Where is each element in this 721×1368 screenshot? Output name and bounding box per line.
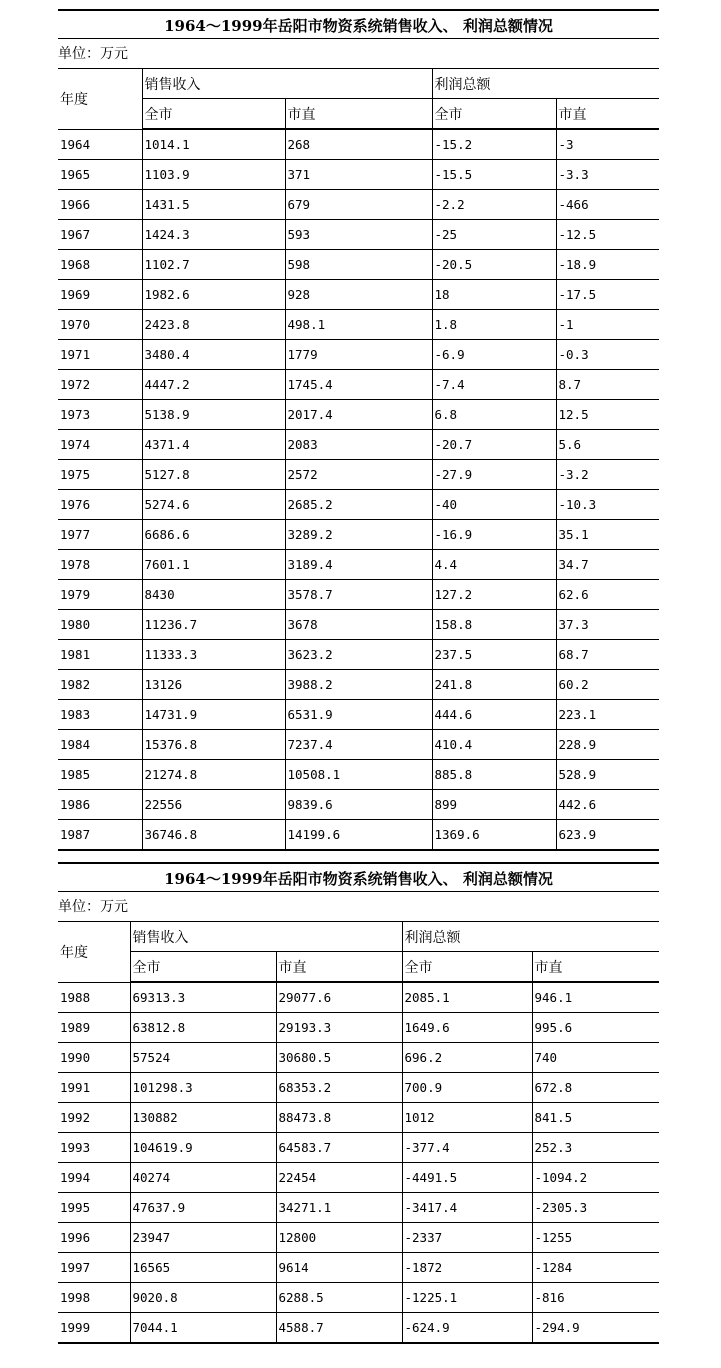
- year-cell: 1985: [58, 760, 142, 790]
- year-cell: 1966: [58, 190, 142, 220]
- profit-city-all-cell: 18: [432, 280, 556, 310]
- year-cell: 1971: [58, 340, 142, 370]
- profit-city-all-cell: -1872: [402, 1253, 532, 1283]
- year-cell: 1980: [58, 610, 142, 640]
- sales-header: 销售收入: [142, 69, 432, 99]
- profit-city-all-cell: -20.7: [432, 430, 556, 460]
- profit-city-all-cell: 1.8: [432, 310, 556, 340]
- sales-city-direct-cell: 593: [285, 220, 432, 250]
- sales-city-direct-cell: 2017.4: [285, 400, 432, 430]
- table-row: [58, 280, 659, 310]
- sales-city-direct-cell: 2572: [285, 460, 432, 490]
- year-cell: 1989: [58, 1013, 130, 1043]
- profit-city-direct-cell: -12.5: [556, 220, 659, 250]
- sales-city-all-cell: 13126: [142, 670, 285, 700]
- year-cell: 1991: [58, 1073, 130, 1103]
- profit-city-direct-cell: 5.6: [556, 430, 659, 460]
- table-body: [58, 129, 659, 850]
- table-row: [58, 340, 659, 370]
- table-row: [58, 820, 659, 851]
- sales-city-direct-cell: 3289.2: [285, 520, 432, 550]
- sales-city-direct-cell: 29077.6: [276, 982, 402, 1013]
- profit-city-all-cell: 696.2: [402, 1043, 532, 1073]
- sales-city-direct-cell: 679: [285, 190, 432, 220]
- table-row: [58, 790, 659, 820]
- year-cell: 1986: [58, 790, 142, 820]
- sales-city-all-cell: 9020.8: [130, 1283, 276, 1313]
- profit-city-direct-cell: 841.5: [532, 1103, 659, 1133]
- profit-city-direct-cell: 740: [532, 1043, 659, 1073]
- sales-city-direct-cell: 2685.2: [285, 490, 432, 520]
- table-row: [58, 610, 659, 640]
- profit-city-direct-cell: 60.2: [556, 670, 659, 700]
- table-row: [58, 670, 659, 700]
- sales-city-direct-cell: 68353.2: [276, 1073, 402, 1103]
- profit-city-direct-cell: 35.1: [556, 520, 659, 550]
- sales-city-direct-cell: 3988.2: [285, 670, 432, 700]
- profit-city-direct-cell: -0.3: [556, 340, 659, 370]
- sales-city-all-cell: 15376.8: [142, 730, 285, 760]
- table-row: [58, 982, 659, 1013]
- sales-city-all-cell: 23947: [130, 1223, 276, 1253]
- year-header: 年度: [58, 69, 142, 129]
- sales-city-all-header: 全市: [142, 99, 285, 130]
- profit-city-direct-cell: -18.9: [556, 250, 659, 280]
- profit-city-all-cell: 1649.6: [402, 1013, 532, 1043]
- year-cell: 1997: [58, 1253, 130, 1283]
- sales-city-all-cell: 21274.8: [142, 760, 285, 790]
- table-row: [58, 400, 659, 430]
- sales-city-direct-cell: 9614: [276, 1253, 402, 1283]
- sales-city-all-cell: 2423.8: [142, 310, 285, 340]
- sales-city-direct-cell: 3189.4: [285, 550, 432, 580]
- profit-city-all-cell: -6.9: [432, 340, 556, 370]
- profit-city-all-cell: 444.6: [432, 700, 556, 730]
- year-cell: 1968: [58, 250, 142, 280]
- profit-city-direct-cell: 12.5: [556, 400, 659, 430]
- profit-city-direct-cell: 995.6: [532, 1013, 659, 1043]
- profit-city-all-cell: 1369.6: [432, 820, 556, 851]
- profit-city-all-cell: -16.9: [432, 520, 556, 550]
- sales-city-all-cell: 1424.3: [142, 220, 285, 250]
- profit-city-all-cell: -3417.4: [402, 1193, 532, 1223]
- sales-city-all-cell: 1014.1: [142, 129, 285, 160]
- table-row: [58, 190, 659, 220]
- profit-city-all-cell: 2085.1: [402, 982, 532, 1013]
- table-row: [58, 1283, 659, 1313]
- sales-city-direct-cell: 7237.4: [285, 730, 432, 760]
- profit-city-direct-cell: 528.9: [556, 760, 659, 790]
- profit-city-all-cell: -377.4: [402, 1133, 532, 1163]
- profit-city-all-cell: -624.9: [402, 1313, 532, 1344]
- sales-city-direct-cell: 12800: [276, 1223, 402, 1253]
- year-cell: 1998: [58, 1283, 130, 1313]
- table-body: [58, 982, 659, 1343]
- sales-city-all-cell: 7601.1: [142, 550, 285, 580]
- table-section-2: [58, 862, 659, 1344]
- year-cell: 1967: [58, 220, 142, 250]
- profit-city-all-cell: -7.4: [432, 370, 556, 400]
- sales-city-all-cell: 8430: [142, 580, 285, 610]
- year-cell: 1969: [58, 280, 142, 310]
- table-row: [58, 730, 659, 760]
- sales-city-direct-cell: 10508.1: [285, 760, 432, 790]
- table-row: [58, 220, 659, 250]
- sales-city-all-cell: 104619.9: [130, 1133, 276, 1163]
- sales-city-all-cell: 5138.9: [142, 400, 285, 430]
- sales-city-direct-cell: 371: [285, 160, 432, 190]
- table-row: [58, 700, 659, 730]
- profit-city-direct-cell: 37.3: [556, 610, 659, 640]
- profit-city-all-cell: 4.4: [432, 550, 556, 580]
- sales-city-all-cell: 4371.4: [142, 430, 285, 460]
- sales-city-direct-cell: 928: [285, 280, 432, 310]
- profit-city-all-cell: -1225.1: [402, 1283, 532, 1313]
- profit-city-all-cell: -27.9: [432, 460, 556, 490]
- profit-city-all-cell: -15.5: [432, 160, 556, 190]
- year-cell: 1983: [58, 700, 142, 730]
- profit-city-all-cell: 410.4: [432, 730, 556, 760]
- sales-city-direct-cell: 6288.5: [276, 1283, 402, 1313]
- sales-city-direct-cell: 9839.6: [285, 790, 432, 820]
- profit-city-direct-cell: -10.3: [556, 490, 659, 520]
- year-cell: 1988: [58, 982, 130, 1013]
- sales-city-direct-cell: 1779: [285, 340, 432, 370]
- year-cell: 1975: [58, 460, 142, 490]
- profit-header: 利润总额: [432, 69, 659, 99]
- profit-city-direct-cell: 252.3: [532, 1133, 659, 1163]
- profit-city-direct-cell: 223.1: [556, 700, 659, 730]
- profit-city-direct-cell: -3.3: [556, 160, 659, 190]
- profit-city-direct-cell: 442.6: [556, 790, 659, 820]
- sales-city-all-cell: 5274.6: [142, 490, 285, 520]
- sales-city-all-cell: 11333.3: [142, 640, 285, 670]
- profit-city-all-header: 全市: [432, 99, 556, 130]
- unit-label: 单位：万元: [58, 39, 659, 69]
- sales-city-direct-cell: 268: [285, 129, 432, 160]
- profit-city-direct-cell: -294.9: [532, 1313, 659, 1344]
- sales-city-all-cell: 14731.9: [142, 700, 285, 730]
- profit-city-direct-cell: -466: [556, 190, 659, 220]
- sales-city-all-cell: 1102.7: [142, 250, 285, 280]
- profit-city-direct-cell: -1: [556, 310, 659, 340]
- unit-label: 单位：万元: [58, 892, 659, 922]
- table-row: [58, 1133, 659, 1163]
- profit-city-all-cell: 158.8: [432, 610, 556, 640]
- profit-city-all-cell: 241.8: [432, 670, 556, 700]
- table-row: [58, 460, 659, 490]
- profit-city-all-cell: 6.8: [432, 400, 556, 430]
- year-cell: 1982: [58, 670, 142, 700]
- table-row: [58, 1103, 659, 1133]
- profit-city-direct-cell: 228.9: [556, 730, 659, 760]
- sales-city-all-cell: 36746.8: [142, 820, 285, 851]
- year-header: 年度: [58, 922, 130, 982]
- table-row: [58, 1043, 659, 1073]
- sales-city-all-cell: 11236.7: [142, 610, 285, 640]
- year-cell: 1965: [58, 160, 142, 190]
- table-row: [58, 1013, 659, 1043]
- sales-city-all-cell: 6686.6: [142, 520, 285, 550]
- sales-city-all-cell: 101298.3: [130, 1073, 276, 1103]
- profit-city-direct-cell: -1094.2: [532, 1163, 659, 1193]
- profit-city-direct-cell: 623.9: [556, 820, 659, 851]
- year-cell: 1978: [58, 550, 142, 580]
- data-table: [58, 922, 659, 1344]
- year-cell: 1981: [58, 640, 142, 670]
- table-row: [58, 310, 659, 340]
- year-cell: 1976: [58, 490, 142, 520]
- profit-city-all-cell: -20.5: [432, 250, 556, 280]
- sales-city-all-cell: 16565: [130, 1253, 276, 1283]
- table-row: [58, 550, 659, 580]
- profit-city-all-cell: -40: [432, 490, 556, 520]
- profit-city-direct-cell: 34.7: [556, 550, 659, 580]
- profit-city-direct-cell: 8.7: [556, 370, 659, 400]
- sales-city-all-cell: 7044.1: [130, 1313, 276, 1344]
- profit-city-all-cell: 1012: [402, 1103, 532, 1133]
- year-cell: 1992: [58, 1103, 130, 1133]
- table-row: [58, 160, 659, 190]
- year-cell: 1996: [58, 1223, 130, 1253]
- table-row: [58, 490, 659, 520]
- data-table: [58, 69, 659, 851]
- profit-city-all-cell: -15.2: [432, 129, 556, 160]
- sales-city-all-cell: 40274: [130, 1163, 276, 1193]
- profit-city-all-cell: -2337: [402, 1223, 532, 1253]
- table-row: [58, 640, 659, 670]
- profit-city-direct-cell: -1255: [532, 1223, 659, 1253]
- profit-city-direct-cell: -816: [532, 1283, 659, 1313]
- table-title: 1964～1999年岳阳市物资系统销售收入、 利润总额情况: [58, 9, 659, 39]
- sales-city-direct-cell: 30680.5: [276, 1043, 402, 1073]
- sales-city-direct-header: 市直: [285, 99, 432, 130]
- sales-city-direct-cell: 3578.7: [285, 580, 432, 610]
- table-row: [58, 1163, 659, 1193]
- year-cell: 1974: [58, 430, 142, 460]
- year-cell: 1977: [58, 520, 142, 550]
- year-cell: 1990: [58, 1043, 130, 1073]
- sales-city-all-cell: 47637.9: [130, 1193, 276, 1223]
- profit-city-all-header: 全市: [402, 952, 532, 983]
- profit-city-direct-cell: -17.5: [556, 280, 659, 310]
- sales-city-direct-cell: 14199.6: [285, 820, 432, 851]
- profit-city-direct-cell: 68.7: [556, 640, 659, 670]
- sales-city-direct-cell: 598: [285, 250, 432, 280]
- sales-city-direct-cell: 6531.9: [285, 700, 432, 730]
- sales-city-all-cell: 22556: [142, 790, 285, 820]
- profit-city-direct-cell: -2305.3: [532, 1193, 659, 1223]
- profit-city-direct-cell: -3.2: [556, 460, 659, 490]
- sales-city-all-cell: 57524: [130, 1043, 276, 1073]
- sales-city-direct-cell: 4588.7: [276, 1313, 402, 1344]
- sales-city-direct-cell: 3678: [285, 610, 432, 640]
- year-cell: 1995: [58, 1193, 130, 1223]
- table-row: [58, 1253, 659, 1283]
- profit-city-direct-cell: 62.6: [556, 580, 659, 610]
- sales-city-direct-cell: 34271.1: [276, 1193, 402, 1223]
- sales-city-all-header: 全市: [130, 952, 276, 983]
- year-cell: 1964: [58, 129, 142, 160]
- profit-city-all-cell: 885.8: [432, 760, 556, 790]
- sales-city-all-cell: 69313.3: [130, 982, 276, 1013]
- table-row: [58, 1073, 659, 1103]
- profit-city-all-cell: 700.9: [402, 1073, 532, 1103]
- sales-city-direct-cell: 22454: [276, 1163, 402, 1193]
- profit-city-all-cell: -25: [432, 220, 556, 250]
- sales-city-all-cell: 130882: [130, 1103, 276, 1133]
- profit-city-direct-cell: -3: [556, 129, 659, 160]
- year-cell: 1984: [58, 730, 142, 760]
- sales-city-direct-cell: 64583.7: [276, 1133, 402, 1163]
- sales-city-direct-cell: 29193.3: [276, 1013, 402, 1043]
- sales-city-direct-header: 市直: [276, 952, 402, 983]
- year-cell: 1999: [58, 1313, 130, 1344]
- sales-city-all-cell: 4447.2: [142, 370, 285, 400]
- sales-city-all-cell: 63812.8: [130, 1013, 276, 1043]
- table-row: [58, 129, 659, 160]
- profit-city-direct-cell: 672.8: [532, 1073, 659, 1103]
- profit-city-all-cell: 237.5: [432, 640, 556, 670]
- year-cell: 1987: [58, 820, 142, 851]
- profit-city-all-cell: -4491.5: [402, 1163, 532, 1193]
- table-section-1: [58, 9, 659, 851]
- profit-city-all-cell: 899: [432, 790, 556, 820]
- table-row: [58, 370, 659, 400]
- sales-city-direct-cell: 1745.4: [285, 370, 432, 400]
- sales-city-direct-cell: 3623.2: [285, 640, 432, 670]
- table-row: [58, 1313, 659, 1344]
- sales-city-all-cell: 3480.4: [142, 340, 285, 370]
- table-row: [58, 430, 659, 460]
- year-cell: 1973: [58, 400, 142, 430]
- year-cell: 1972: [58, 370, 142, 400]
- sales-city-direct-cell: 2083: [285, 430, 432, 460]
- profit-city-direct-cell: -1284: [532, 1253, 659, 1283]
- year-cell: 1993: [58, 1133, 130, 1163]
- table-row: [58, 1223, 659, 1253]
- table-row: [58, 520, 659, 550]
- sales-city-all-cell: 1103.9: [142, 160, 285, 190]
- profit-header: 利润总额: [402, 922, 659, 952]
- sales-city-direct-cell: 498.1: [285, 310, 432, 340]
- profit-city-direct-cell: 946.1: [532, 982, 659, 1013]
- profit-city-direct-header: 市直: [532, 952, 659, 983]
- table-row: [58, 1193, 659, 1223]
- sales-city-all-cell: 1982.6: [142, 280, 285, 310]
- year-cell: 1970: [58, 310, 142, 340]
- table-row: [58, 250, 659, 280]
- sales-city-all-cell: 5127.8: [142, 460, 285, 490]
- year-cell: 1994: [58, 1163, 130, 1193]
- profit-city-all-cell: 127.2: [432, 580, 556, 610]
- table-title: 1964～1999年岳阳市物资系统销售收入、 利润总额情况: [58, 862, 659, 892]
- sales-city-all-cell: 1431.5: [142, 190, 285, 220]
- year-cell: 1979: [58, 580, 142, 610]
- sales-city-direct-cell: 88473.8: [276, 1103, 402, 1133]
- sales-header: 销售收入: [130, 922, 402, 952]
- profit-city-direct-header: 市直: [556, 99, 659, 130]
- table-row: [58, 580, 659, 610]
- profit-city-all-cell: -2.2: [432, 190, 556, 220]
- table-row: [58, 760, 659, 790]
